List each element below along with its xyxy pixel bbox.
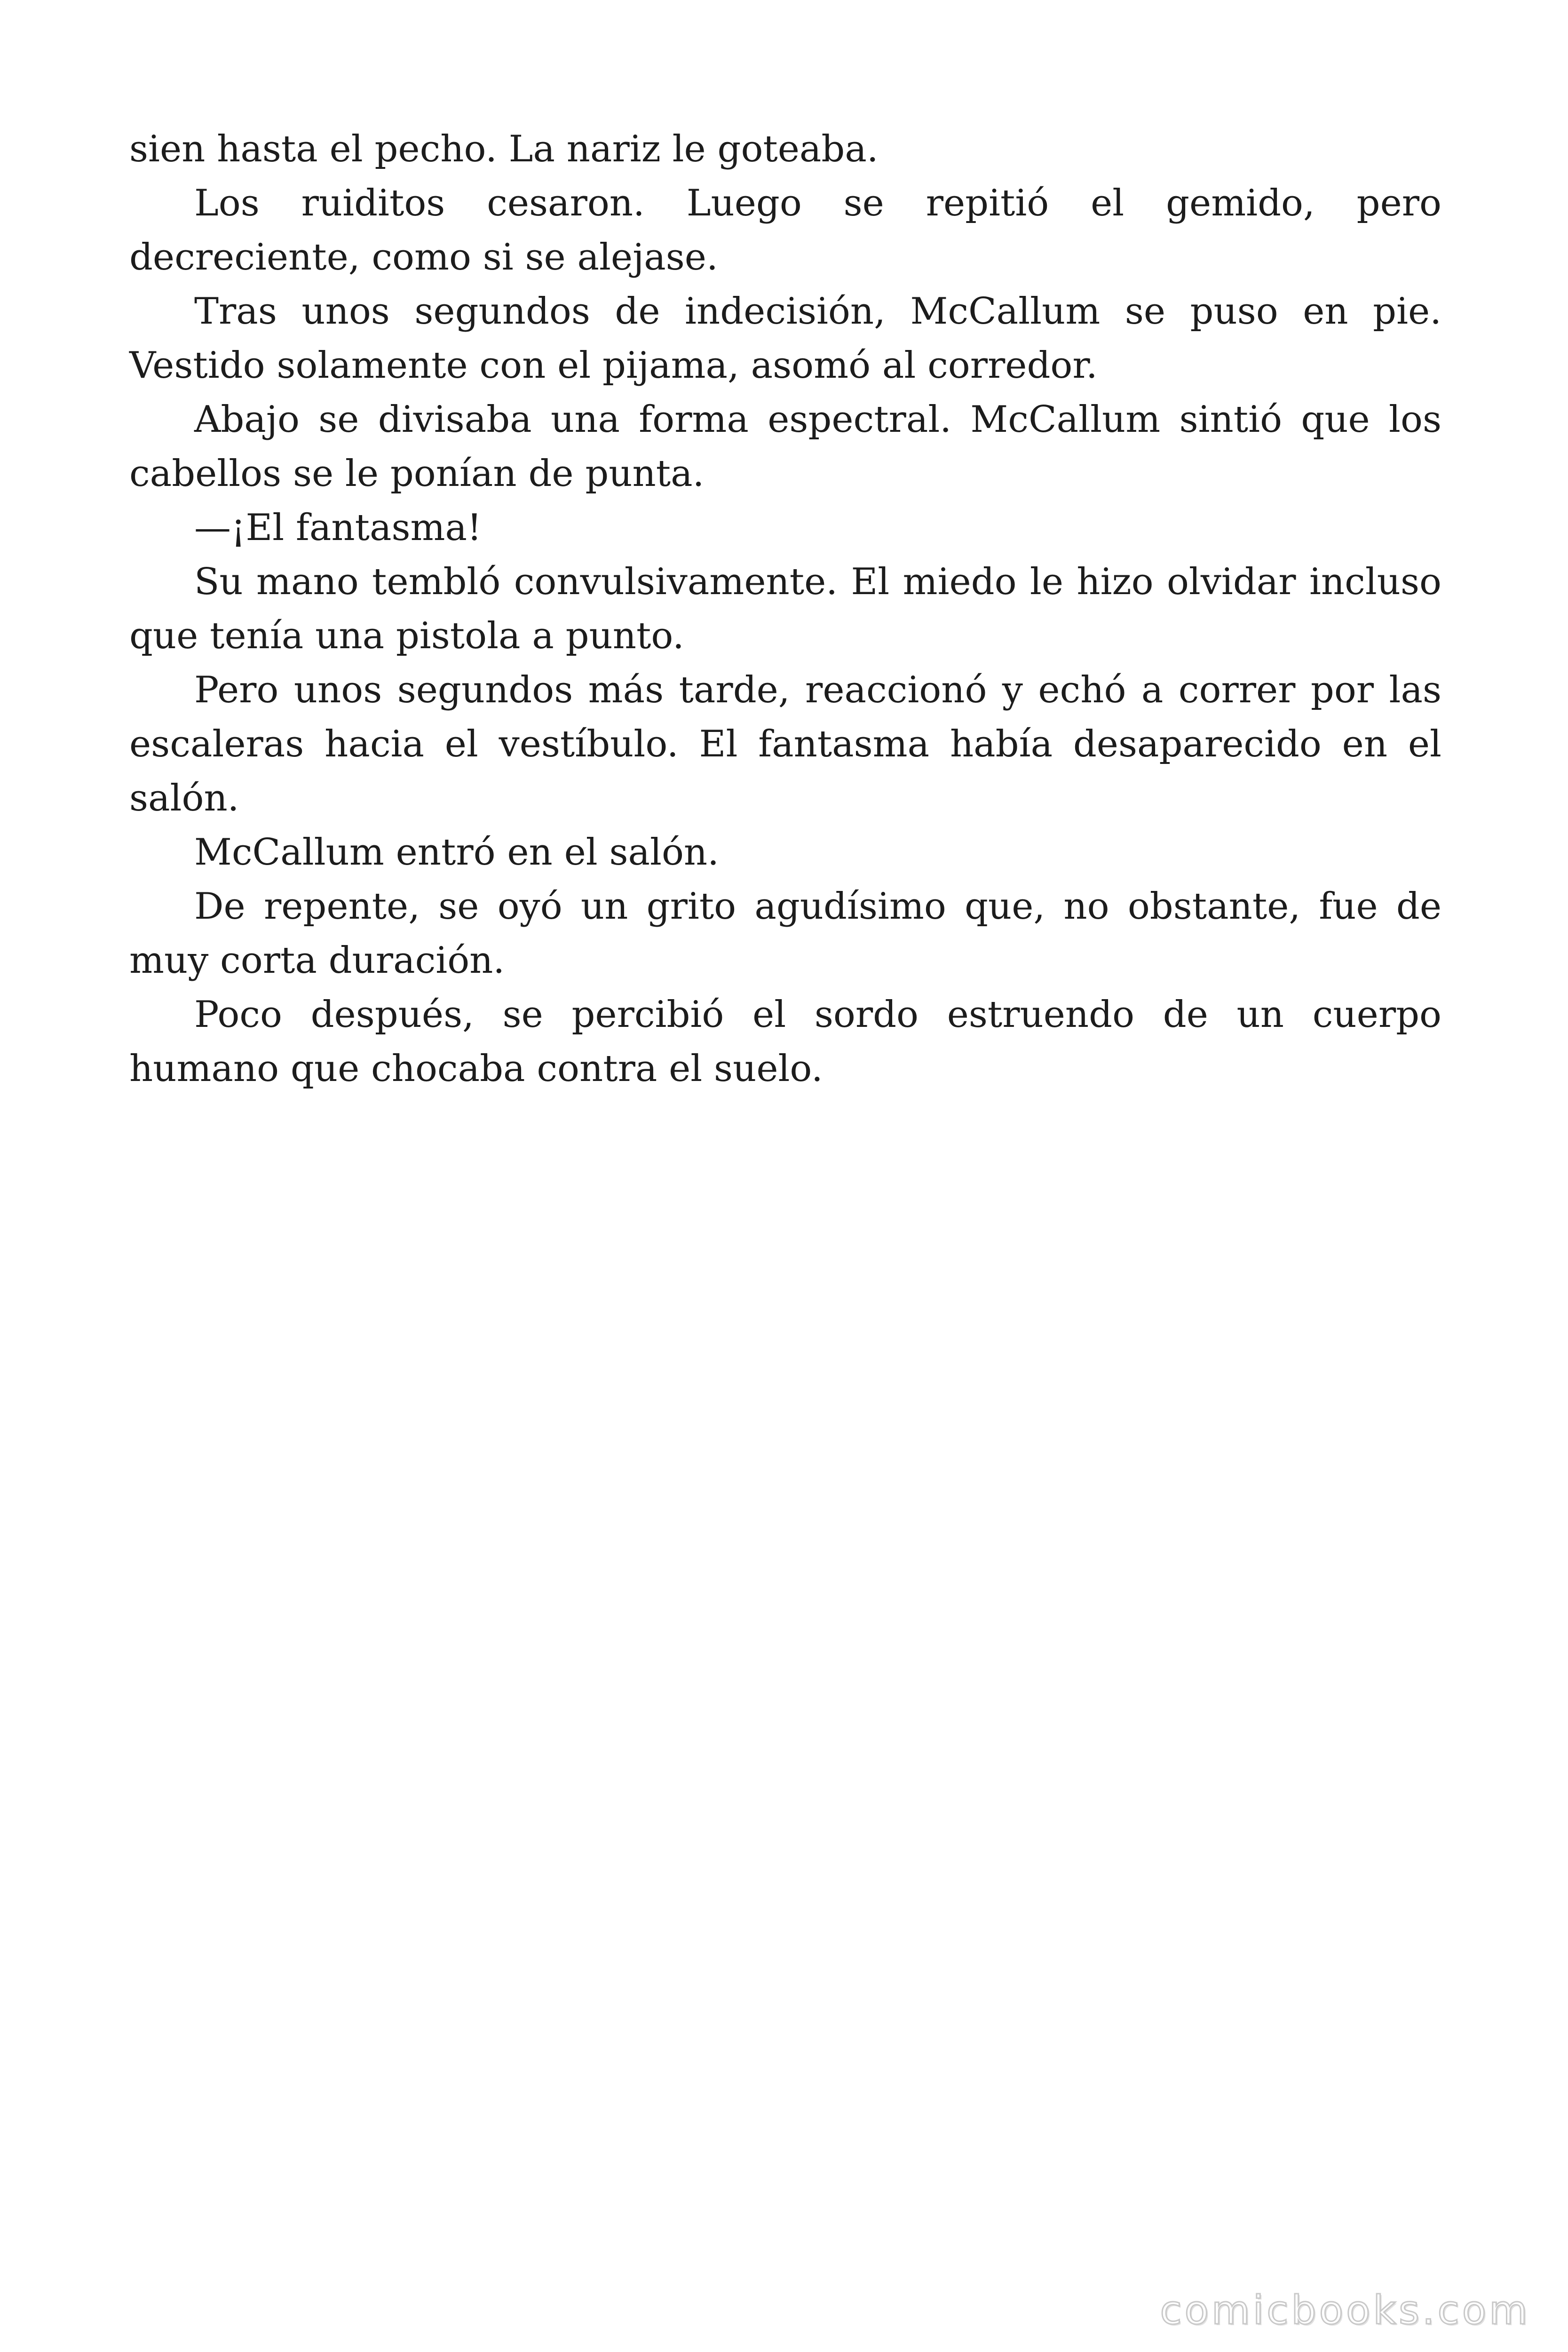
paragraph: Abajo se divisaba una forma espectral. McCallum sintió que los cabellos se le ponían de punta. [129, 398, 1441, 495]
paragraph: Los ruiditos cesaron. Luego se repitió el gemido, pero decreciente, como si se alejase. [129, 182, 1441, 278]
dialogue-line: —¡El fantasma! [194, 507, 482, 549]
watermark: comicbooks.com [1160, 2287, 1530, 2333]
paragraph: Tras unos segundos de indecisión, McCallum se puso en pie. Vestido solamente con el pijama, asomó al corredor. [129, 290, 1441, 387]
paragraph: Pero unos segundos más tarde, reaccionó y echó a correr por las escaleras hacia el vestíbulo. El fantasma había desaparecido en el salón. [129, 669, 1441, 819]
paragraph: Poco después, se percibió el sordo estruendo de un cuerpo humano que chocaba contra el suelo. [129, 993, 1441, 1090]
paragraph: McCallum entró en el salón. [194, 831, 719, 874]
body-text [129, 122, 1441, 1096]
paragraph: Su mano tembló convulsivamente. El miedo le hizo olvidar incluso que tenía una pistola a punto. [129, 561, 1441, 657]
paragraph: De repente, se oyó un grito agudísimo que, no obstante, fue de muy corta duración. [129, 885, 1441, 982]
paragraph-continuation: sien hasta el pecho. La nariz le goteaba. [129, 128, 879, 170]
